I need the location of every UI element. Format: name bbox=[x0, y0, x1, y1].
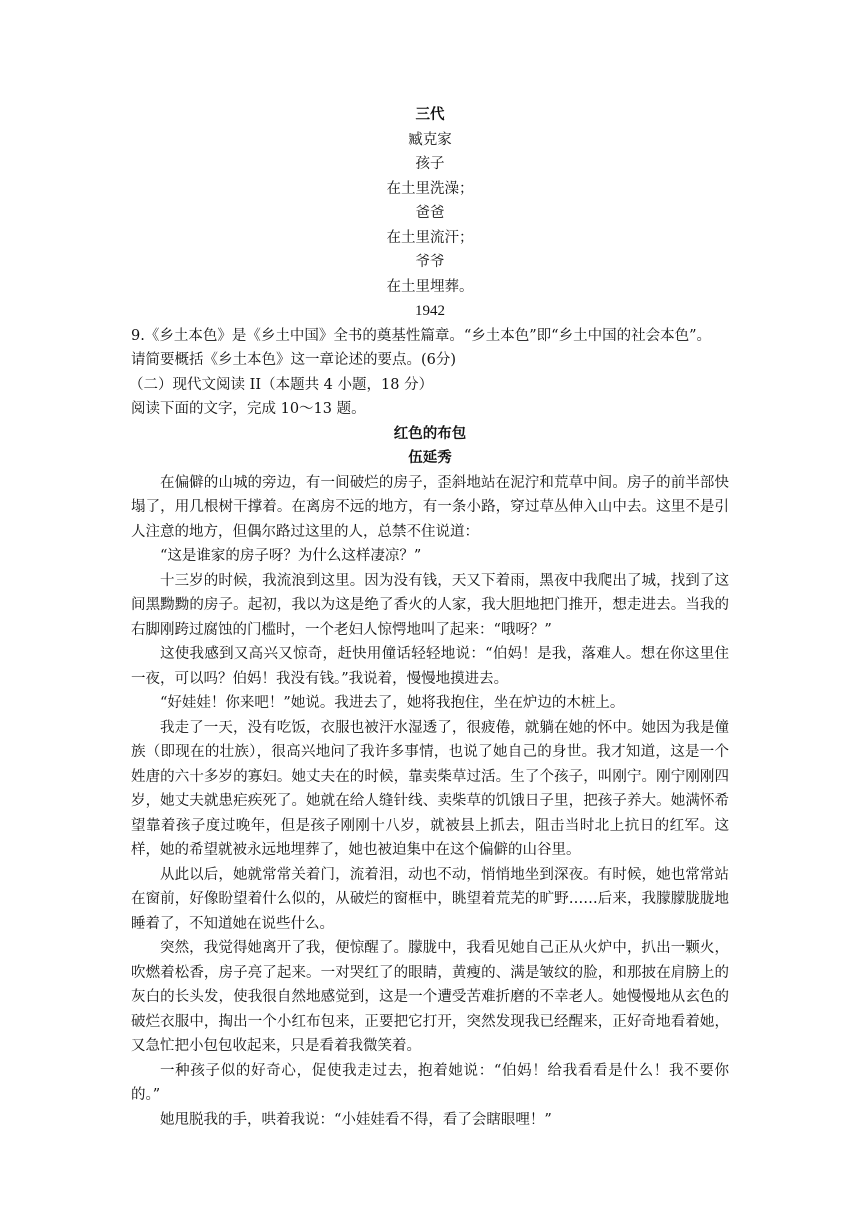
story-paragraph: 在偏僻的山城的旁边，有一间破烂的房子，歪斜地站在泥泞和荒草中间。房子的前半部快塌了，用几根树干撑着。在离房不远的地方，有一条小路，穿过草丛伸入山中去。这里不是引人注意的地方，但偶尔路过这里的人，总禁不住说道： bbox=[131, 474, 729, 540]
poem-year: 1942 bbox=[415, 303, 445, 319]
story-paragraph: 这使我感到又高兴又惊奇，赶快用僮话轻轻地说：“伯妈！是我，落难人。想在你这里住一夜，可以吗？伯妈！我没有钱。”我说着，慢慢地摸进去。 bbox=[131, 646, 729, 687]
story-paragraph: 十三岁的时候，我流浪到这里。因为没有钱，天又下着雨，黑夜中我爬出了城，找到了这间黑黝黝的房子。起初，我以为这是绝了香火的人家，我大胆地把门推开，想走进去。当我的右脚刚跨过腐蚀的门槛时，一个老妇人惊愕地叫了起来：“哦呀？” bbox=[131, 572, 729, 638]
story-author: 伍延秀 bbox=[408, 449, 452, 466]
poem-line: 在土里洗澡； bbox=[386, 180, 474, 197]
poem-title: 三代 bbox=[415, 106, 445, 123]
poem-author: 臧克家 bbox=[408, 131, 452, 148]
story bbox=[131, 422, 729, 1133]
poem-line: 在土里埋葬。 bbox=[386, 278, 474, 295]
question-9 bbox=[131, 324, 729, 373]
section-instruction: 阅读下面的文字，完成 10～13 题。 bbox=[131, 401, 366, 417]
story-paragraph: 突然，我觉得她离开了我，便惊醒了。朦胧中，我看见她自己正从火炉中，扒出一颗火，吹燃着松香，房子亮了起来。一对哭红了的眼睛，黄瘦的、满是皱纹的脸，和那披在肩膀上的灰白的长头发，使我很自然地感觉到，这是一个遭受苦难折磨的不幸老人。她慢慢地从玄色的破烂衣服中，掏出一个小红布包来，正要把它打开，突然发现我已经醒来，正好奇地看着她，又急忙把小包包收起来，只是看着我微笑着。 bbox=[131, 940, 729, 1054]
poem-line: 在土里流汗； bbox=[386, 229, 474, 246]
section-heading: （二）现代文阅读 II（本题共 4 小题，18 分） bbox=[129, 376, 434, 393]
poem-line: 孩子 bbox=[415, 156, 445, 172]
story-paragraph: 从此以后，她就常常关着门，流着泪，动也不动，悄悄地坐到深夜。有时候，她也常常站在窗前，好像盼望着什么似的，从破烂的窗框中，眺望着荒芜的旷野……后来，我朦朦胧胧地睡着了，不知道她在说些什么。 bbox=[131, 866, 729, 932]
story-paragraph: 她甩脱我的手，哄着我说：“小娃娃看不得，看了会瞎眼哩！” bbox=[160, 1111, 552, 1128]
question-9-line: 9.《乡土本色》是《乡土中国》全书的奠基性篇章。“乡土本色”即“乡土中国的社会本色”。 bbox=[131, 327, 711, 344]
question-9-line: 请简要概括《乡土本色》这一章论述的要点。(6分) bbox=[131, 352, 457, 368]
document-body bbox=[131, 103, 729, 1132]
poem-line: 爷爷 bbox=[415, 254, 445, 270]
story-paragraph: 我走了一天，没有吃饭，衣服也被汗水湿透了，很疲倦，就躺在她的怀中。她因为我是僮族（即现在的壮族），很高兴地问了我许多事情，也说了她自己的身世。我才知道，这是一个姓唐的六十多岁的寡妇。她丈夫在的时候，靠卖柴草过活。生了个孩子，叫刚宁。刚宁刚刚四岁，她丈夫就患疟疾死了。她就在给人缝针线、卖柴草的饥饿日子里，把孩子养大。她满怀希望靠着孩子度过晚年，但是孩子刚刚十八岁，就被县上抓去，阻击当时北上抗日的红军。这样，她的希望就被永远地埋葬了，她也被迫集中在这个偏僻的山谷里。 bbox=[131, 719, 729, 858]
story-paragraph: “这是谁家的房子呀？为什么这样凄凉？” bbox=[160, 548, 422, 564]
story-paragraph: “好娃娃！你来吧！”她说。我进去了，她将我抱住，坐在炉边的木桩上。 bbox=[160, 695, 625, 711]
story-title: 红色的布包 bbox=[393, 424, 467, 442]
story-paragraph: 一种孩子似的好奇心，促使我走过去，抱着她说：“伯妈！给我看看是什么！我不要你的。” bbox=[131, 1062, 729, 1103]
poem bbox=[131, 103, 729, 324]
poem-line: 爸爸 bbox=[415, 205, 445, 221]
